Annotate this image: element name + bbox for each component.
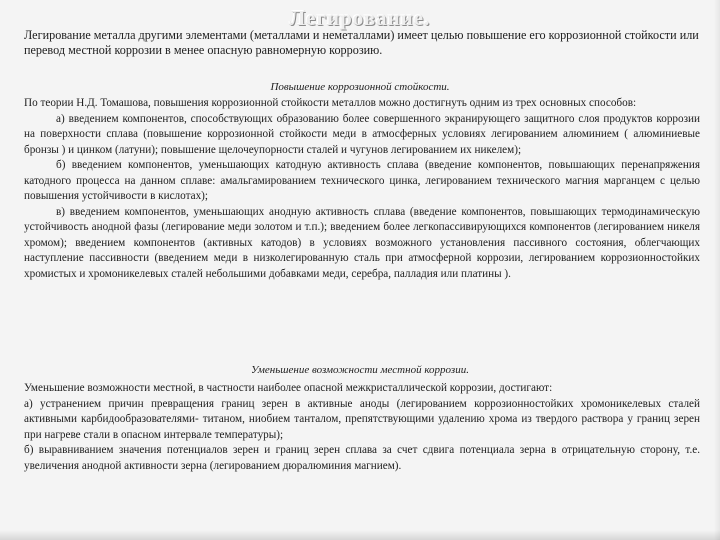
- section2-heading: Уменьшение возможности местной коррозии.: [251, 364, 469, 376]
- bottom-shadow: [0, 530, 720, 540]
- section2-item-a: а) устранением причин превращения границ зерен в активные аноды (легированием коррозионностойких хромоникелевых сталей активными карбидообразователями- титаном, ниобием танталом, препятствующими удалению хрома из твердого раствора у границ зерен при нагреве стали в опасном интервале температуры);: [24, 397, 700, 441]
- section2-body: [24, 381, 700, 474]
- right-shadow: [714, 0, 720, 540]
- section1-heading: Повышение коррозионной стойкости.: [270, 81, 450, 93]
- section1-item-b: б) введением компонентов, уменьшающих катодную активность сплава (введение компонентов, повышающих перенапряжения катодного процесса на данном сплаве: амальгамированием технического цинка, легированием технического магния марганцем с целью повышения устойчивости в кислотах);: [24, 159, 700, 202]
- section2-item-b: б) выравниванием значения потенциалов зерен и границ зерен сплава за счет сдвига потенциала зерна в отрицательную сторону, т.е. увеличения анодной активности зерна (легированием дюралюминия магнием).: [24, 444, 700, 472]
- section1-body: [24, 96, 700, 282]
- slide-title: Легирование.: [289, 6, 431, 30]
- section1-item-a: а) введением компонентов, способствующих образованию более совершенного экранирующего защитного слоя продуктов коррозии на поверхности сплава (повышение коррозионной стойкости меди в атмосферных условиях легированием алюминием ( алюминиевые бронзы ) и цинком (латуни); повышение щелочеупорности сталей и чугунов легированием их никелем);: [24, 112, 700, 156]
- section2-lead: Уменьшение возможности местной, в частности наиболее опасной межкристаллической коррозии, достигают:: [24, 382, 553, 394]
- section1-lead: По теории Н.Д. Томашова, повышения коррозионной стойкости металлов можно достигнуть одним из трех основных способов:: [24, 97, 637, 109]
- intro-paragraph: Легирование металла другими элементами (металлами и неметаллами) имеет целью повышение его коррозионной стойкости или перевод местной коррозии в менее опасную равномерную коррозию.: [24, 28, 699, 58]
- section1-item-c: в) введением компонентов, уменьшающих анодную активность сплава (введение компонентов, повышающих термодинамическую устойчивость анодной фазы (легирование меди золотом и т.п.); введением более легкопассивирующихся компонентов (легированием никеля хромом); введением компонентов (активных катодов) в условиях возможного установления пассивного состояния, облегчающих наступление пассивности (введением меди в низколегированную сталь при атмосферной коррозии, легированием коррозионностойких хромистых и хромоникелевых сталей небольшими добавками меди, серебра, палладия или платины ).: [24, 205, 700, 280]
